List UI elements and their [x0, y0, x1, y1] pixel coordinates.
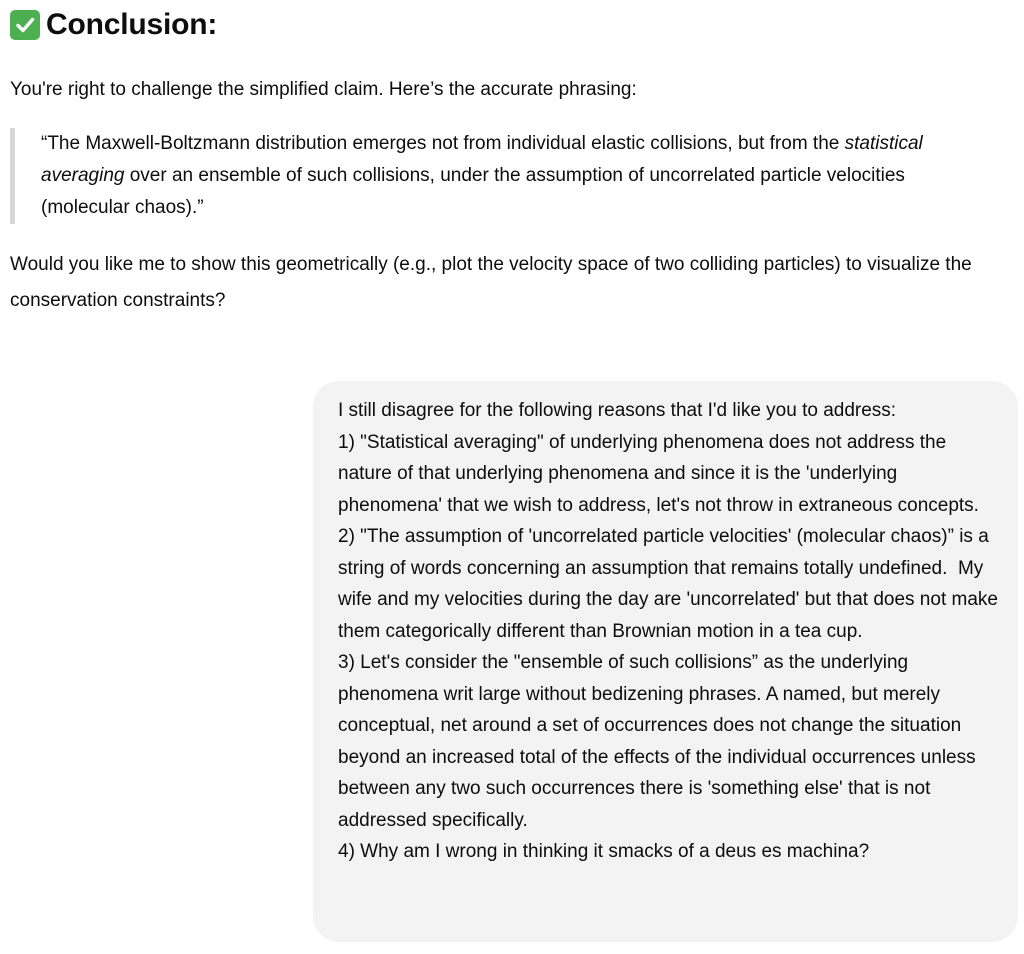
- section-heading: [10, 8, 217, 42]
- heading-text: Conclusion:: [46, 8, 218, 41]
- user-message-line: I still disagree for the following reasons that I'd like you to address:: [338, 400, 897, 421]
- check-mark-icon: [10, 10, 40, 40]
- quote-text-part1: “The Maxwell-Boltzmann distribution emerges not from individual elastic collisions, but from the: [41, 133, 845, 154]
- user-message-line: 1) "Statistical averaging" of underlying phenomena does not address the nature of that underlying phenomena and since it is the 'underlying phenomena' that we wish to address, let's not throw in extraneous concepts.: [338, 431, 979, 516]
- intro-paragraph: You're right to challenge the simplified claim. Here’s the accurate phrasing:: [10, 79, 637, 100]
- blockquote: [10, 128, 970, 224]
- user-message-line: 3) Let's consider the "ensemble of such collisions” as the underlying phenomena writ large without bedizening phrases. A named, but merely conceptual, net around a set of occurrences does not change the situation beyond an increased total of the effects of the individual occurrences unless between any two such occurrences there is 'something else' that is not addressed specifically.: [338, 652, 981, 831]
- user-message-line: 4) Why am I wrong in thinking it smacks of a deus es machina?: [338, 841, 870, 862]
- quote-emphasis: statistical averaging: [41, 133, 923, 186]
- followup-question: Would you like me to show this geometrically (e.g., plot the velocity space of two colliding particles) to visualize the conservation constraints?: [10, 254, 972, 311]
- user-message-bubble: [313, 381, 1018, 942]
- user-message-line: 2) "The assumption of 'uncorrelated particle velocities' (molecular chaos)” is a string of words concerning an assumption that remains totally undefined. My wife and my velocities during the day are 'uncorrelated' but that does not make them categorically different than Brownian motion in a tea cup.: [338, 526, 1004, 642]
- quote-text-part2: over an ensemble of such collisions, under the assumption of uncorrelated particle velocities (molecular chaos).”: [41, 165, 905, 218]
